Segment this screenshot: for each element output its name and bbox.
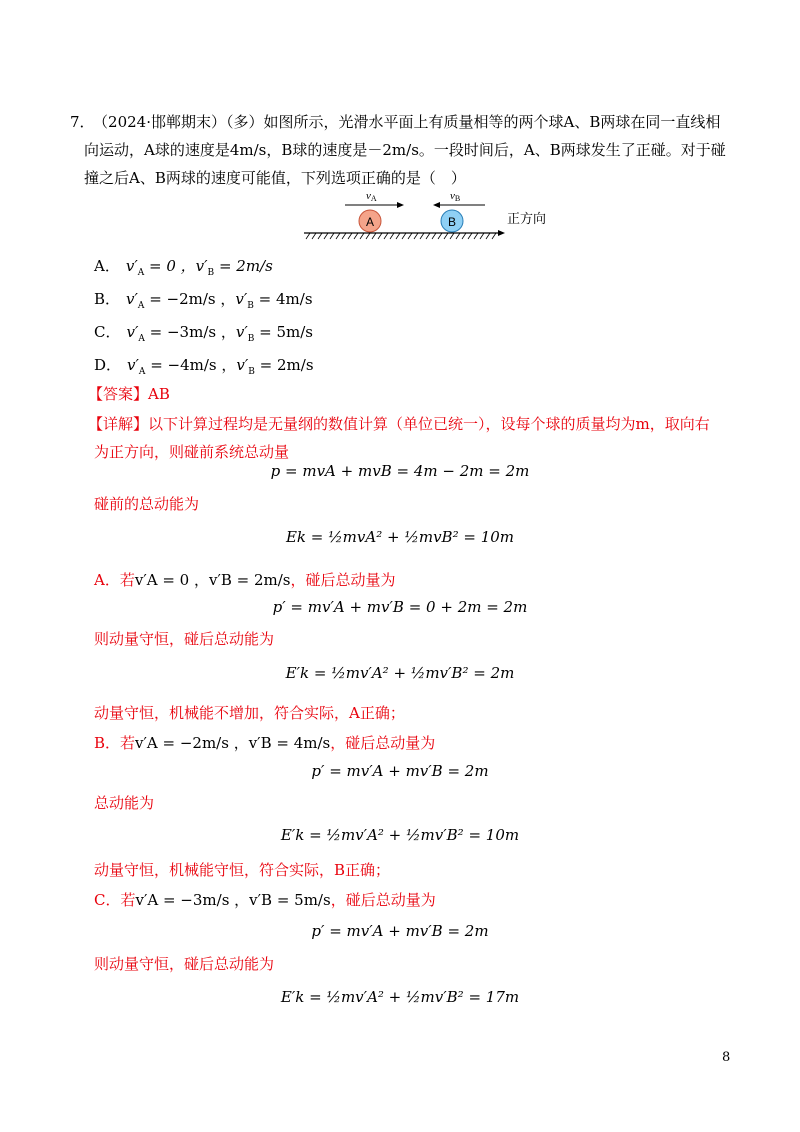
question-line-1: 7． （2024·邯郸期末）（多）如图所示，光滑水平面上有质量相等的两个球A、B两球在同一直线相 xyxy=(70,113,721,131)
option-a: A． $v'_A = 0$ ，$v'_B = 2m/s$ xyxy=(94,257,273,278)
collision-figure xyxy=(300,186,547,242)
before-ek-label: 碰前的总动能为 xyxy=(94,495,200,513)
case-a-ek-label: 则动量守恒，碰后总动能为 xyxy=(94,630,275,648)
answer-value: AB xyxy=(148,385,170,403)
va-label: vA xyxy=(366,190,377,203)
page-number: 8 xyxy=(722,1050,731,1065)
detail-line-2: 为正方向，则碰前系统总动量 xyxy=(94,443,290,461)
option-c: C． $v'_A = -3m/s$ ，$v'_B = 5m/s$ xyxy=(94,323,313,344)
equation-c-ek: E′k = ½mv′A² + ½mv′B² = 17m xyxy=(280,988,520,1006)
answer-line: 【答案】AB xyxy=(88,385,170,403)
case-b-ek-label: 总动能为 xyxy=(94,794,155,812)
svg-text:B: B xyxy=(447,215,457,229)
case-c-intro: C．若v′A = −3m/s ，v′B = 5m/s，碰后总动量为 xyxy=(94,891,436,909)
equation-b-ek: E′k = ½mv′A² + ½mv′B² = 10m xyxy=(280,826,520,844)
equation-b-p: p′ = mv′A + mv′B = 2m xyxy=(311,762,489,780)
equation-ek: Ek = ½mvA² + ½mvB² = 10m xyxy=(285,528,515,546)
equation-a-p: p′ = mv′A + mv′B = 0 + 2m = 2m xyxy=(272,598,528,616)
case-b-intro: B．若v′A = −2m/s ，v′B = 4m/s，碰后总动量为 xyxy=(94,734,436,752)
vb-label: vB xyxy=(450,190,461,203)
equation-p: p = mvA + mvB = 4m − 2m = 2m xyxy=(270,462,530,480)
question-line-3: 撞之后A、B两球的速度可能值，下列选项正确的是（ ） xyxy=(84,169,466,187)
question-line-2: 向运动，A球的速度是4m/s，B球的速度是－2m/s。一段时间后，A、B两球发生了正碰。对于碰 xyxy=(84,141,726,159)
detail-line-1: 【详解】以下计算过程均是无量纲的数值计算（单位已统一），设每个球的质量均为m，取向右 xyxy=(88,415,710,433)
equation-a-ek: E′k = ½mv′A² + ½mv′B² = 2m xyxy=(285,664,515,682)
case-c-ek-label: 则动量守恒，碰后总动能为 xyxy=(94,955,275,973)
question-number: 7． xyxy=(70,113,95,131)
direction-label: 正方向 xyxy=(507,212,547,227)
case-a-intro: A．若v′A = 0 ，v′B = 2m/s，碰后总动量为 xyxy=(94,571,396,589)
case-a-conclusion: 动量守恒，机械能不增加，符合实际，A正确； xyxy=(94,704,405,722)
option-d: D． $v'_A = -4m/s$ ，$v'_B = 2m/s$ xyxy=(94,356,314,377)
question-block xyxy=(70,108,730,192)
svg-text:A: A xyxy=(365,215,375,229)
option-b: B． $v'_A = -2m/s$ ，$v'_B = 4m/s$ xyxy=(94,290,313,311)
equation-c-p: p′ = mv′A + mv′B = 2m xyxy=(311,922,489,940)
case-b-conclusion: 动量守恒，机械能守恒，符合实际，B正确； xyxy=(94,861,391,879)
